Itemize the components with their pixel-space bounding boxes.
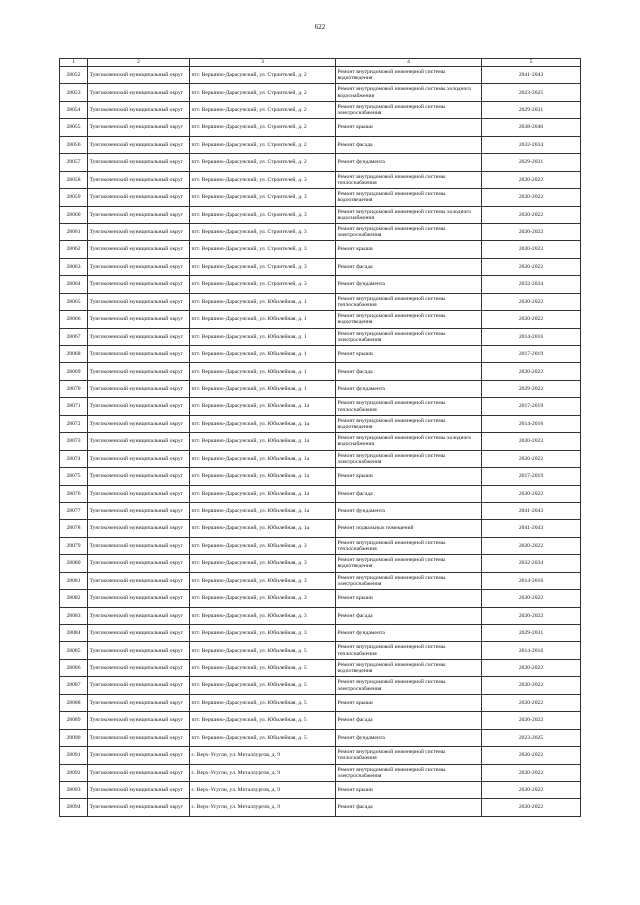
district-cell: Тунгокоченский муниципальный округ	[88, 415, 190, 432]
repair-schedule-table	[59, 58, 581, 817]
row-number-cell: 28094	[60, 799, 88, 816]
period-cell: 2020-2022	[482, 677, 581, 694]
period-cell: 2017-2019	[482, 346, 581, 363]
district-cell: Тунгокоченский муниципальный округ	[88, 694, 190, 711]
row-number-cell: 28076	[60, 485, 88, 502]
period-cell: 2020-2022	[482, 206, 581, 223]
table-row	[60, 485, 581, 502]
table-row	[60, 555, 581, 572]
table-header-row	[60, 59, 581, 67]
work-type-cell: Ремонт крыши	[336, 781, 482, 798]
work-type-cell: Ремонт внутридомовой инженерной системы холодного водоснабжения	[336, 206, 482, 223]
address-cell: с. Верх-Усугли, ул. Металлургов, д. 9	[190, 747, 336, 764]
district-cell: Тунгокоченский муниципальный округ	[88, 485, 190, 502]
period-cell: 2029-2031	[482, 154, 581, 171]
address-cell: пгт. Вершино-Дарасунский, ул. Юбилейная, д. 5	[190, 677, 336, 694]
row-number-cell: 28054	[60, 101, 88, 118]
period-cell: 2020-2022	[482, 293, 581, 310]
work-type-cell: Ремонт внутридомовой инженерной системы электроснабжения	[336, 450, 482, 467]
address-cell: пгт. Вершино-Дарасунский, ул. Юбилейная, д. 1	[190, 380, 336, 397]
address-cell: пгт. Вершино-Дарасунский, ул. Строителей, д. 2	[190, 84, 336, 101]
address-cell: пгт. Вершино-Дарасунский, ул. Строителей, д. 3	[190, 171, 336, 188]
row-number-cell: 28074	[60, 450, 88, 467]
period-cell: 2020-2022	[482, 781, 581, 798]
work-type-cell: Ремонт фундамента	[336, 380, 482, 397]
period-cell: 2041-2043	[482, 502, 581, 519]
district-cell: Тунгокоченский муниципальный округ	[88, 781, 190, 798]
period-cell: 2020-2022	[482, 607, 581, 624]
work-type-cell: Ремонт внутридомовой инженерной системы теплоснабжения	[336, 537, 482, 554]
row-number-cell: 28055	[60, 119, 88, 136]
district-cell: Тунгокоченский муниципальный округ	[88, 747, 190, 764]
district-cell: Тунгокоченский муниципальный округ	[88, 398, 190, 415]
table-row	[60, 258, 581, 275]
period-cell: 2020-2022	[482, 590, 581, 607]
work-type-cell: Ремонт внутридомовой инженерной системы водоотведения	[336, 415, 482, 432]
table-row	[60, 84, 581, 101]
district-cell: Тунгокоченский муниципальный округ	[88, 537, 190, 554]
work-type-cell: Ремонт внутридомовой инженерной системы электроснабжения	[336, 764, 482, 781]
table-row	[60, 293, 581, 310]
period-cell: 2032-2034	[482, 276, 581, 293]
district-cell: Тунгокоченский муниципальный округ	[88, 223, 190, 240]
row-number-cell: 28064	[60, 276, 88, 293]
district-cell: Тунгокоченский муниципальный округ	[88, 590, 190, 607]
district-cell: Тунгокоченский муниципальный округ	[88, 363, 190, 380]
address-cell: пгт. Вершино-Дарасунский, ул. Строителей, д. 2	[190, 154, 336, 171]
row-number-cell: 28063	[60, 258, 88, 275]
work-type-cell: Ремонт фундамента	[336, 502, 482, 519]
table-row	[60, 328, 581, 345]
district-cell: Тунгокоченский муниципальный округ	[88, 450, 190, 467]
work-type-cell: Ремонт фасада	[336, 485, 482, 502]
table-row	[60, 572, 581, 589]
row-number-cell: 28061	[60, 223, 88, 240]
row-number-cell: 28084	[60, 625, 88, 642]
district-cell: Тунгокоченский муниципальный округ	[88, 346, 190, 363]
table-row	[60, 520, 581, 537]
row-number-cell: 28075	[60, 468, 88, 485]
address-cell: с. Верх-Усугли, ул. Металлургов, д. 9	[190, 764, 336, 781]
row-number-cell: 28086	[60, 659, 88, 676]
row-number-cell: 28057	[60, 154, 88, 171]
period-cell: 2020-2022	[482, 241, 581, 258]
work-type-cell: Ремонт фундамента	[336, 625, 482, 642]
row-number-cell: 28092	[60, 764, 88, 781]
work-type-cell: Ремонт фундамента	[336, 729, 482, 746]
table-row	[60, 677, 581, 694]
address-cell: пгт. Вершино-Дарасунский, ул. Юбилейная, д. 3	[190, 572, 336, 589]
work-type-cell: Ремонт фасада	[336, 607, 482, 624]
period-cell: 2020-2022	[482, 764, 581, 781]
period-cell: 2020-2022	[482, 189, 581, 206]
row-number-cell: 28060	[60, 206, 88, 223]
table-row	[60, 67, 581, 84]
work-type-cell: Ремонт внутридомовой инженерной системы теплоснабжения	[336, 747, 482, 764]
table-row	[60, 154, 581, 171]
table-row	[60, 398, 581, 415]
table-row	[60, 119, 581, 136]
period-cell: 2029-2031	[482, 625, 581, 642]
address-cell: пгт. Вершино-Дарасунский, ул. Юбилейная, д. 1	[190, 293, 336, 310]
work-type-cell: Ремонт внутридомовой инженерной системы теплоснабжения	[336, 171, 482, 188]
table-row	[60, 433, 581, 450]
table-row	[60, 729, 581, 746]
table-row	[60, 502, 581, 519]
period-cell: 2020-2022	[482, 433, 581, 450]
work-type-cell: Ремонт внутридомовой инженерной системы электроснабжения	[336, 677, 482, 694]
district-cell: Тунгокоченский муниципальный округ	[88, 154, 190, 171]
address-cell: пгт. Вершино-Дарасунский, ул. Юбилейная, д. 1	[190, 346, 336, 363]
table-row	[60, 189, 581, 206]
district-cell: Тунгокоченский муниципальный округ	[88, 572, 190, 589]
address-cell: пгт. Вершино-Дарасунский, ул. Юбилейная, д. 1а	[190, 398, 336, 415]
period-cell: 2020-2022	[482, 537, 581, 554]
district-cell: Тунгокоченский муниципальный округ	[88, 328, 190, 345]
table-row	[60, 380, 581, 397]
district-cell: Тунгокоченский муниципальный округ	[88, 502, 190, 519]
period-cell: 2023-2025	[482, 84, 581, 101]
period-cell: 2020-2022	[482, 694, 581, 711]
address-cell: пгт. Вершино-Дарасунский, ул. Юбилейная, д. 5	[190, 659, 336, 676]
district-cell: Тунгокоченский муниципальный округ	[88, 799, 190, 816]
address-cell: пгт. Вершино-Дарасунский, ул. Юбилейная, д. 1а	[190, 485, 336, 502]
address-cell: пгт. Вершино-Дарасунский, ул. Строителей, д. 2	[190, 136, 336, 153]
work-type-cell: Ремонт внутридомовой инженерной системы электроснабжения	[336, 223, 482, 240]
period-cell: 2020-2022	[482, 799, 581, 816]
period-cell: 2020-2022	[482, 659, 581, 676]
address-cell: с. Верх-Усугли, ул. Металлургов, д. 9	[190, 799, 336, 816]
work-type-cell: Ремонт внутридомовой инженерной системы холодного водоснабжения	[336, 433, 482, 450]
column-header: 2	[88, 59, 190, 67]
work-type-cell: Ремонт подвальных помещений	[336, 520, 482, 537]
address-cell: пгт. Вершино-Дарасунский, ул. Юбилейная, д. 3	[190, 625, 336, 642]
period-cell: 2023-2025	[482, 729, 581, 746]
work-type-cell: Ремонт фасада	[336, 799, 482, 816]
address-cell: пгт. Вершино-Дарасунский, ул. Юбилейная, д. 3	[190, 555, 336, 572]
row-number-cell: 28069	[60, 363, 88, 380]
row-number-cell: 28077	[60, 502, 88, 519]
row-number-cell: 28082	[60, 590, 88, 607]
table-row	[60, 799, 581, 816]
work-type-cell: Ремонт внутридомовой инженерной системы электроснабжения	[336, 328, 482, 345]
table-row	[60, 764, 581, 781]
work-type-cell: Ремонт внутридомовой инженерной системы холодного водоснабжения	[336, 84, 482, 101]
table-row	[60, 468, 581, 485]
row-number-cell: 28083	[60, 607, 88, 624]
row-number-cell: 28087	[60, 677, 88, 694]
address-cell: пгт. Вершино-Дарасунский, ул. Юбилейная, д. 5	[190, 712, 336, 729]
work-type-cell: Ремонт фасада	[336, 712, 482, 729]
row-number-cell: 28090	[60, 729, 88, 746]
period-cell: 2020-2022	[482, 450, 581, 467]
row-number-cell: 28072	[60, 415, 88, 432]
period-cell: 2020-2022	[482, 363, 581, 380]
work-type-cell: Ремонт внутридомовой инженерной системы электроснабжения	[336, 572, 482, 589]
address-cell: пгт. Вершино-Дарасунский, ул. Строителей, д. 3	[190, 189, 336, 206]
address-cell: пгт. Вершино-Дарасунский, ул. Юбилейная, д. 1а	[190, 520, 336, 537]
table-row	[60, 363, 581, 380]
row-number-cell: 28091	[60, 747, 88, 764]
district-cell: Тунгокоченский муниципальный округ	[88, 119, 190, 136]
row-number-cell: 28059	[60, 189, 88, 206]
period-cell: 2041-2043	[482, 67, 581, 84]
row-number-cell: 28078	[60, 520, 88, 537]
period-cell: 2020-2022	[482, 712, 581, 729]
work-type-cell: Ремонт внутридомовой инженерной системы теплоснабжения	[336, 642, 482, 659]
district-cell: Тунгокоченский муниципальный округ	[88, 136, 190, 153]
table-row	[60, 625, 581, 642]
row-number-cell: 28066	[60, 311, 88, 328]
address-cell: пгт. Вершино-Дарасунский, ул. Юбилейная, д. 1а	[190, 415, 336, 432]
address-cell: пгт. Вершино-Дарасунский, ул. Юбилейная, д. 3	[190, 590, 336, 607]
table-row	[60, 781, 581, 798]
row-number-cell: 28080	[60, 555, 88, 572]
address-cell: пгт. Вершино-Дарасунский, ул. Юбилейная, д. 1а	[190, 433, 336, 450]
period-cell: 2020-2022	[482, 485, 581, 502]
table-row	[60, 694, 581, 711]
address-cell: пгт. Вершино-Дарасунский, ул. Юбилейная, д. 1	[190, 363, 336, 380]
table-row	[60, 346, 581, 363]
row-number-cell: 28056	[60, 136, 88, 153]
address-cell: пгт. Вершино-Дарасунский, ул. Юбилейная, д. 1а	[190, 450, 336, 467]
row-number-cell: 28070	[60, 380, 88, 397]
period-cell: 2029-2022	[482, 380, 581, 397]
district-cell: Тунгокоченский муниципальный округ	[88, 380, 190, 397]
table-row	[60, 607, 581, 624]
table-row	[60, 206, 581, 223]
district-cell: Тунгокоченский муниципальный округ	[88, 189, 190, 206]
district-cell: Тунгокоченский муниципальный округ	[88, 293, 190, 310]
work-type-cell: Ремонт фасада	[336, 136, 482, 153]
district-cell: Тунгокоченский муниципальный округ	[88, 555, 190, 572]
row-number-cell: 28058	[60, 171, 88, 188]
work-type-cell: Ремонт крыши	[336, 694, 482, 711]
column-header: 3	[190, 59, 336, 67]
address-cell: пгт. Вершино-Дарасунский, ул. Юбилейная, д. 5	[190, 642, 336, 659]
table-row	[60, 450, 581, 467]
row-number-cell: 28089	[60, 712, 88, 729]
district-cell: Тунгокоченский муниципальный округ	[88, 84, 190, 101]
district-cell: Тунгокоченский муниципальный округ	[88, 642, 190, 659]
work-type-cell: Ремонт крыши	[336, 590, 482, 607]
district-cell: Тунгокоченский муниципальный округ	[88, 659, 190, 676]
table-row	[60, 712, 581, 729]
table-row	[60, 415, 581, 432]
district-cell: Тунгокоченский муниципальный округ	[88, 311, 190, 328]
district-cell: Тунгокоченский муниципальный округ	[88, 258, 190, 275]
district-cell: Тунгокоченский муниципальный округ	[88, 433, 190, 450]
address-cell: пгт. Вершино-Дарасунский, ул. Строителей, д. 2	[190, 101, 336, 118]
work-type-cell: Ремонт крыши	[336, 119, 482, 136]
table-row	[60, 659, 581, 676]
column-header: 4	[336, 59, 482, 67]
address-cell: пгт. Вершино-Дарасунский, ул. Юбилейная, д. 5	[190, 729, 336, 746]
row-number-cell: 28079	[60, 537, 88, 554]
work-type-cell: Ремонт внутридомовой инженерной системы водоотведения	[336, 555, 482, 572]
period-cell: 2014-2016	[482, 415, 581, 432]
period-cell: 2032-2034	[482, 555, 581, 572]
address-cell: пгт. Вершино-Дарасунский, ул. Юбилейная, д. 5	[190, 694, 336, 711]
period-cell: 2014-2016	[482, 328, 581, 345]
row-number-cell: 28093	[60, 781, 88, 798]
address-cell: пгт. Вершино-Дарасунский, ул. Юбилейная, д. 1	[190, 311, 336, 328]
table-row	[60, 276, 581, 293]
period-cell: 2020-2022	[482, 258, 581, 275]
period-cell: 2038-2040	[482, 119, 581, 136]
work-type-cell: Ремонт фасада	[336, 363, 482, 380]
table-row	[60, 101, 581, 118]
period-cell: 2014-2016	[482, 572, 581, 589]
district-cell: Тунгокоченский муниципальный округ	[88, 712, 190, 729]
work-type-cell: Ремонт внутридомовой инженерной системы водоотведения	[336, 189, 482, 206]
row-number-cell: 28085	[60, 642, 88, 659]
period-cell: 2017-2019	[482, 468, 581, 485]
column-header: 1	[60, 59, 88, 67]
page-number: 622	[314, 23, 326, 31]
address-cell: пгт. Вершино-Дарасунский, ул. Строителей, д. 2	[190, 119, 336, 136]
row-number-cell: 28052	[60, 67, 88, 84]
row-number-cell: 28062	[60, 241, 88, 258]
work-type-cell: Ремонт внутридомовой инженерной системы водоотведения	[336, 311, 482, 328]
work-type-cell: Ремонт фундамента	[336, 154, 482, 171]
table-row	[60, 223, 581, 240]
address-cell: пгт. Вершино-Дарасунский, ул. Строителей, д. 3	[190, 276, 336, 293]
period-cell: 2020-2022	[482, 311, 581, 328]
district-cell: Тунгокоченский муниципальный округ	[88, 607, 190, 624]
period-cell: 2020-2022	[482, 171, 581, 188]
table-row	[60, 590, 581, 607]
address-cell: пгт. Вершино-Дарасунский, ул. Строителей, д. 3	[190, 241, 336, 258]
work-type-cell: Ремонт крыши	[336, 346, 482, 363]
row-number-cell: 28065	[60, 293, 88, 310]
district-cell: Тунгокоченский муниципальный округ	[88, 67, 190, 84]
period-cell: 2020-2022	[482, 223, 581, 240]
address-cell: пгт. Вершино-Дарасунский, ул. Строителей, д. 2	[190, 67, 336, 84]
address-cell: пгт. Вершино-Дарасунский, ул. Юбилейная, д. 1а	[190, 468, 336, 485]
row-number-cell: 28053	[60, 84, 88, 101]
address-cell: пгт. Вершино-Дарасунский, ул. Строителей, д. 3	[190, 223, 336, 240]
table-row	[60, 747, 581, 764]
table-row	[60, 136, 581, 153]
address-cell: пгт. Вершино-Дарасунский, ул. Строителей, д. 3	[190, 206, 336, 223]
row-number-cell: 28088	[60, 694, 88, 711]
period-cell: 2032-2034	[482, 136, 581, 153]
work-type-cell: Ремонт внутридомовой инженерной системы электроснабжения	[336, 101, 482, 118]
work-type-cell: Ремонт крыши	[336, 468, 482, 485]
period-cell: 2017-2019	[482, 398, 581, 415]
table-row	[60, 537, 581, 554]
row-number-cell: 28081	[60, 572, 88, 589]
district-cell: Тунгокоченский муниципальный округ	[88, 206, 190, 223]
work-type-cell: Ремонт фасада	[336, 258, 482, 275]
work-type-cell: Ремонт внутридомовой инженерной системы теплоснабжения	[336, 398, 482, 415]
district-cell: Тунгокоченский муниципальный округ	[88, 729, 190, 746]
row-number-cell: 28067	[60, 328, 88, 345]
district-cell: Тунгокоченский муниципальный округ	[88, 764, 190, 781]
work-type-cell: Ремонт внутридомовой инженерной системы теплоснабжения	[336, 293, 482, 310]
row-number-cell: 28068	[60, 346, 88, 363]
column-header: 5	[482, 59, 581, 67]
district-cell: Тунгокоченский муниципальный округ	[88, 520, 190, 537]
table-row	[60, 241, 581, 258]
work-type-cell: Ремонт внутридомовой инженерной системы водоотведения	[336, 67, 482, 84]
row-number-cell: 28071	[60, 398, 88, 415]
district-cell: Тунгокоченский муниципальный округ	[88, 276, 190, 293]
address-cell: пгт. Вершино-Дарасунский, ул. Строителей, д. 3	[190, 258, 336, 275]
district-cell: Тунгокоченский муниципальный округ	[88, 468, 190, 485]
period-cell: 2014-2016	[482, 642, 581, 659]
row-number-cell: 28073	[60, 433, 88, 450]
work-type-cell: Ремонт крыши	[336, 241, 482, 258]
period-cell: 2020-2022	[482, 747, 581, 764]
district-cell: Тунгокоченский муниципальный округ	[88, 625, 190, 642]
address-cell: пгт. Вершино-Дарасунский, ул. Юбилейная, д. 3	[190, 607, 336, 624]
address-cell: пгт. Вершино-Дарасунский, ул. Юбилейная, д. 1	[190, 328, 336, 345]
work-type-cell: Ремонт внутридомовой инженерной системы водоотведения	[336, 659, 482, 676]
district-cell: Тунгокоченский муниципальный округ	[88, 171, 190, 188]
table-row	[60, 642, 581, 659]
work-type-cell: Ремонт фундамента	[336, 276, 482, 293]
address-cell: пгт. Вершино-Дарасунский, ул. Юбилейная, д. 1а	[190, 502, 336, 519]
table-row	[60, 171, 581, 188]
address-cell: пгт. Вершино-Дарасунский, ул. Юбилейная, д. 3	[190, 537, 336, 554]
table-row	[60, 311, 581, 328]
address-cell: с. Верх-Усугли, ул. Металлургов, д. 9	[190, 781, 336, 798]
period-cell: 2041-2043	[482, 520, 581, 537]
period-cell: 2029-2031	[482, 101, 581, 118]
district-cell: Тунгокоченский муниципальный округ	[88, 241, 190, 258]
district-cell: Тунгокоченский муниципальный округ	[88, 677, 190, 694]
district-cell: Тунгокоченский муниципальный округ	[88, 101, 190, 118]
